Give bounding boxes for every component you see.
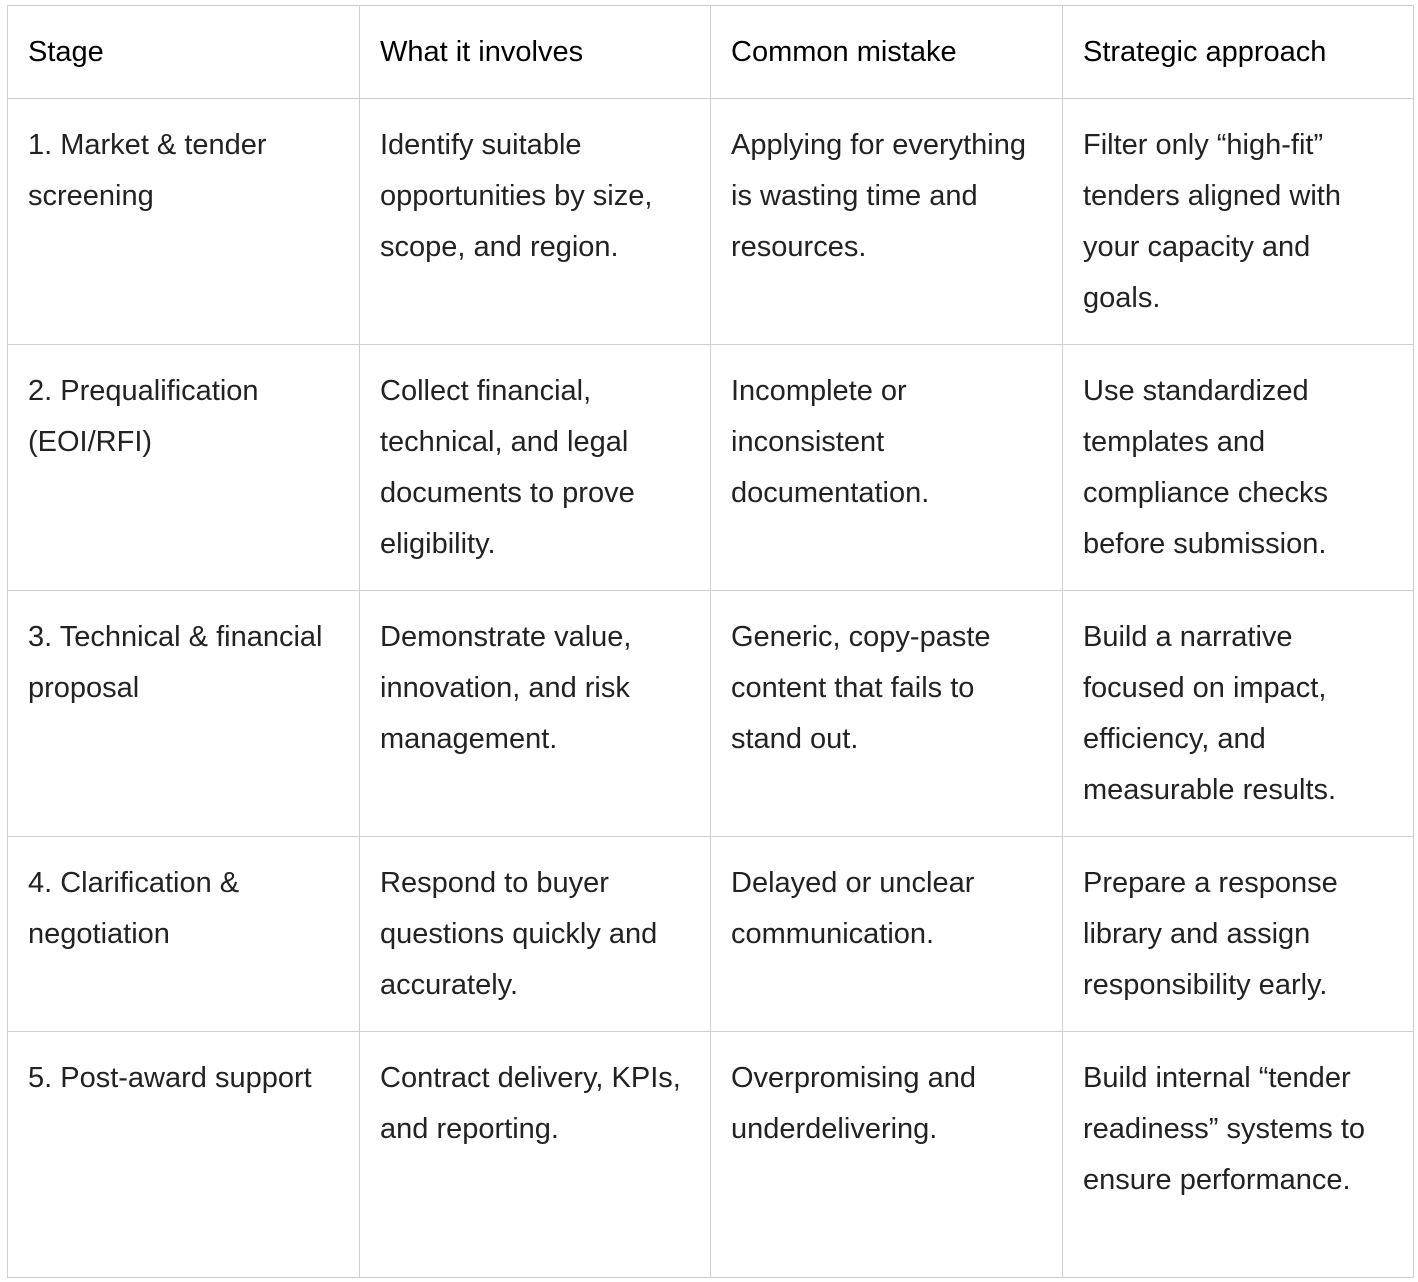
cell-strategic-approach: Build internal “tender readiness” systems to ensure performance.	[1063, 1032, 1414, 1278]
table-row	[8, 99, 1414, 345]
cell-strategic-approach: Build a narrative focused on impact, efficiency, and measurable results.	[1063, 591, 1414, 837]
header-what-it-involves: What it involves	[360, 6, 711, 99]
tender-stages-table	[7, 5, 1414, 1278]
cell-stage: 5. Post-award support	[8, 1032, 360, 1278]
table-body	[8, 99, 1414, 1278]
table-row	[8, 591, 1414, 837]
cell-strategic-approach: Prepare a response library and assign responsibility early.	[1063, 837, 1414, 1032]
cell-what-it-involves: Demonstrate value, innovation, and risk management.	[360, 591, 711, 837]
header-strategic-approach: Strategic approach	[1063, 6, 1414, 99]
cell-stage: 3. Technical & financial proposal	[8, 591, 360, 837]
cell-stage: 4. Clarification & negotiation	[8, 837, 360, 1032]
header-row	[8, 6, 1414, 99]
cell-what-it-involves: Collect financial, technical, and legal documents to prove eligibility.	[360, 345, 711, 591]
cell-common-mistake: Delayed or unclear communication.	[711, 837, 1063, 1032]
cell-common-mistake: Incomplete or inconsistent documentation.	[711, 345, 1063, 591]
cell-strategic-approach: Use standardized templates and compliance checks before submission.	[1063, 345, 1414, 591]
header-stage: Stage	[8, 6, 360, 99]
cell-what-it-involves: Contract delivery, KPIs, and reporting.	[360, 1032, 711, 1278]
table-row	[8, 837, 1414, 1032]
cell-stage: 1. Market & tender screening	[8, 99, 360, 345]
cell-common-mistake: Applying for everything is wasting time and resources.	[711, 99, 1063, 345]
cell-what-it-involves: Identify suitable opportunities by size, scope, and region.	[360, 99, 711, 345]
cell-stage: 2. Prequalification (EOI/RFI)	[8, 345, 360, 591]
cell-common-mistake: Overpromising and underdelivering.	[711, 1032, 1063, 1278]
table-header	[8, 6, 1414, 99]
table-row	[8, 345, 1414, 591]
header-common-mistake: Common mistake	[711, 6, 1063, 99]
cell-what-it-involves: Respond to buyer questions quickly and accurately.	[360, 837, 711, 1032]
cell-strategic-approach: Filter only “high-fit” tenders aligned with your capacity and goals.	[1063, 99, 1414, 345]
cell-common-mistake: Generic, copy-paste content that fails to stand out.	[711, 591, 1063, 837]
table-row	[8, 1032, 1414, 1278]
